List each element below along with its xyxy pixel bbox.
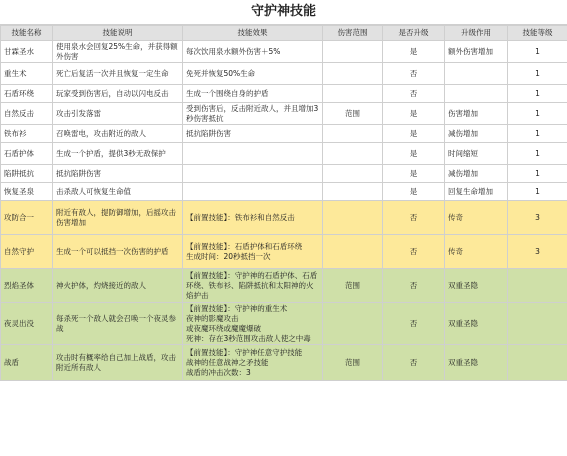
cell-line: 或夜魔环绕或魔魔爆破 — [186, 323, 261, 333]
can-upgrade-cell: 是 — [383, 143, 445, 165]
skill-effect-cell — [183, 345, 323, 381]
skill-rows — [1, 41, 567, 381]
damage-range-cell: 范围 — [323, 103, 383, 125]
table-row — [1, 183, 567, 201]
skill-desc-cell: 攻击时有概率给自己加上战盾，攻击附近所有敌人 — [53, 345, 183, 381]
skill-name-cell: 自然守护 — [1, 235, 53, 269]
skill-effect-cell: 【前置技能】：铁布衫和自然反击 — [183, 201, 323, 235]
can-upgrade-cell: 否 — [383, 201, 445, 235]
table-row — [1, 125, 567, 143]
skill-name-cell: 烈焰圣体 — [1, 269, 53, 303]
skill-desc-cell: 附近有敌人，提防御增加，后摇攻击伤害增加 — [53, 201, 183, 235]
header-can-upgrade: 是否升级 — [383, 26, 445, 41]
skill-desc-cell: 召唤雷电，攻击附近的敌人 — [53, 125, 183, 143]
skill-effect-cell — [183, 143, 323, 165]
sheet-title: 守护神技能 — [0, 0, 567, 25]
skill-effect-cell: 每次饮用泉水额外伤害＋5% — [183, 41, 323, 63]
table-row — [1, 63, 567, 85]
upgrade-effect-cell: 时间缩短 — [445, 143, 508, 165]
cell-line: 【前置技能】：石盾护体和石盾环绕 — [186, 241, 303, 251]
upgrade-effect-cell — [445, 85, 508, 103]
cell-line: 【前置技能】：守护神的重生术 — [186, 303, 288, 313]
skill-desc-cell: 击杀敌人可恢复生命值 — [53, 183, 183, 201]
skill-desc-cell: 每杀死一个敌人就会召唤一个夜灵参战 — [53, 303, 183, 345]
table-row — [1, 235, 567, 269]
damage-range-cell: 范围 — [323, 345, 383, 381]
upgrade-effect-cell: 双重圣隐 — [445, 345, 508, 381]
skill-effect-cell — [183, 303, 323, 345]
damage-range-cell — [323, 85, 383, 103]
can-upgrade-cell: 是 — [383, 41, 445, 63]
table-row — [1, 345, 567, 381]
damage-range-cell — [323, 125, 383, 143]
skill-desc-cell: 生成一个可以抵挡一次伤害的护盾 — [53, 235, 183, 269]
upgrade-effect-cell: 减伤增加 — [445, 165, 508, 183]
table-row — [1, 269, 567, 303]
cell-line: 战神的任意战神之矛技能 — [186, 357, 269, 367]
can-upgrade-cell: 是 — [383, 125, 445, 143]
skill-level-cell: 3 — [508, 235, 567, 269]
skill-effect-cell: 免死并恢复50%生命 — [183, 63, 323, 85]
can-upgrade-cell: 是 — [383, 165, 445, 183]
damage-range-cell: 范围 — [323, 269, 383, 303]
header-row — [1, 26, 567, 41]
header-skill-level: 技能等级 — [508, 26, 567, 41]
header-upgrade-effect: 升级作用 — [445, 26, 508, 41]
header-skill-desc: 技能说明 — [53, 26, 183, 41]
table-row — [1, 143, 567, 165]
skill-level-cell: 1 — [508, 165, 567, 183]
upgrade-effect-cell: 传奇 — [445, 201, 508, 235]
skill-level-cell: 1 — [508, 63, 567, 85]
skill-effect-cell: 受到伤害后，反击附近敌人，并且增加3秒伤害抵抗 — [183, 103, 323, 125]
skill-level-cell: 1 — [508, 125, 567, 143]
skill-desc-cell: 生成一个护盾，提供3秒无敌保护 — [53, 143, 183, 165]
cell-line: 战盾的冲击次数：3 — [186, 367, 251, 377]
damage-range-cell — [323, 201, 383, 235]
header-skill-effect: 技能效果 — [183, 26, 323, 41]
table-row — [1, 41, 567, 63]
can-upgrade-cell: 是 — [383, 103, 445, 125]
damage-range-cell — [323, 183, 383, 201]
can-upgrade-cell: 否 — [383, 63, 445, 85]
skill-name-cell: 铁布衫 — [1, 125, 53, 143]
skill-effect-cell — [183, 235, 323, 269]
table-row — [1, 165, 567, 183]
skill-level-cell — [508, 303, 567, 345]
skill-name-cell: 甘霖圣水 — [1, 41, 53, 63]
damage-range-cell — [323, 165, 383, 183]
skill-effect-cell: 生成一个围绕自身的护盾 — [183, 85, 323, 103]
cell-line: 夜神的影魔攻击 — [186, 313, 239, 323]
upgrade-effect-cell: 回复生命增加 — [445, 183, 508, 201]
skill-level-cell — [508, 269, 567, 303]
upgrade-effect-cell: 额外伤害增加 — [445, 41, 508, 63]
skill-effect-cell: 【前置技能】：守护神的石盾护体、石盾环绕、铁布衫、陷阱抵抗和太阳神的火焰护击 — [183, 269, 323, 303]
skill-desc-cell: 抵抗陷阱伤害 — [53, 165, 183, 183]
table-row — [1, 201, 567, 235]
skill-level-cell: 1 — [508, 143, 567, 165]
skill-table — [0, 25, 567, 381]
skill-effect-cell — [183, 165, 323, 183]
upgrade-effect-cell: 双重圣隐 — [445, 269, 508, 303]
skill-name-cell: 石盾环绕 — [1, 85, 53, 103]
skill-name-cell: 战盾 — [1, 345, 53, 381]
skill-name-cell: 陷阱抵抗 — [1, 165, 53, 183]
skill-level-cell — [508, 345, 567, 381]
damage-range-cell — [323, 63, 383, 85]
header-skill-name: 技能名称 — [1, 26, 53, 41]
skill-level-cell: 3 — [508, 201, 567, 235]
can-upgrade-cell: 否 — [383, 235, 445, 269]
skill-level-cell: 1 — [508, 41, 567, 63]
skill-desc-cell: 死亡后复活一次并且恢复一定生命 — [53, 63, 183, 85]
header-damage-range: 伤害范围 — [323, 26, 383, 41]
damage-range-cell — [323, 303, 383, 345]
skill-desc-cell: 使用泉水会回复25%生命，并获得额外伤害 — [53, 41, 183, 63]
damage-range-cell — [323, 143, 383, 165]
skill-effect-cell — [183, 183, 323, 201]
skill-level-cell: 1 — [508, 183, 567, 201]
skill-effect-cell: 抵抗陷阱伤害 — [183, 125, 323, 143]
can-upgrade-cell: 否 — [383, 345, 445, 381]
skill-name-cell: 自然反击 — [1, 103, 53, 125]
can-upgrade-cell: 是 — [383, 183, 445, 201]
upgrade-effect-cell — [445, 63, 508, 85]
table-row — [1, 303, 567, 345]
skill-name-cell: 夜灵出没 — [1, 303, 53, 345]
skill-desc-cell: 神火护体，灼烧接近的敌人 — [53, 269, 183, 303]
skill-name-cell: 石盾护体 — [1, 143, 53, 165]
upgrade-effect-cell: 伤害增加 — [445, 103, 508, 125]
skill-desc-cell: 玩家受到伤害后，自动以闪电反击 — [53, 85, 183, 103]
skill-name-cell: 恢复圣泉 — [1, 183, 53, 201]
table-row — [1, 103, 567, 125]
upgrade-effect-cell: 双重圣隐 — [445, 303, 508, 345]
can-upgrade-cell: 否 — [383, 303, 445, 345]
skill-level-cell: 1 — [508, 85, 567, 103]
can-upgrade-cell: 否 — [383, 85, 445, 103]
upgrade-effect-cell: 传奇 — [445, 235, 508, 269]
upgrade-effect-cell: 减伤增加 — [445, 125, 508, 143]
cell-line: 生成时间：20秒抵挡一次 — [186, 251, 271, 261]
damage-range-cell — [323, 235, 383, 269]
skill-name-cell: 重生术 — [1, 63, 53, 85]
skill-name-cell: 攻防合一 — [1, 201, 53, 235]
damage-range-cell — [323, 41, 383, 63]
skill-level-cell: 1 — [508, 103, 567, 125]
table-row — [1, 85, 567, 103]
skill-desc-cell: 攻击引发落雷 — [53, 103, 183, 125]
cell-line: 【前置技能】：守护神任意守护技能 — [186, 347, 303, 357]
can-upgrade-cell: 否 — [383, 269, 445, 303]
cell-line: 死神：存在3秒范围攻击敌人使之中毒 — [186, 333, 311, 343]
